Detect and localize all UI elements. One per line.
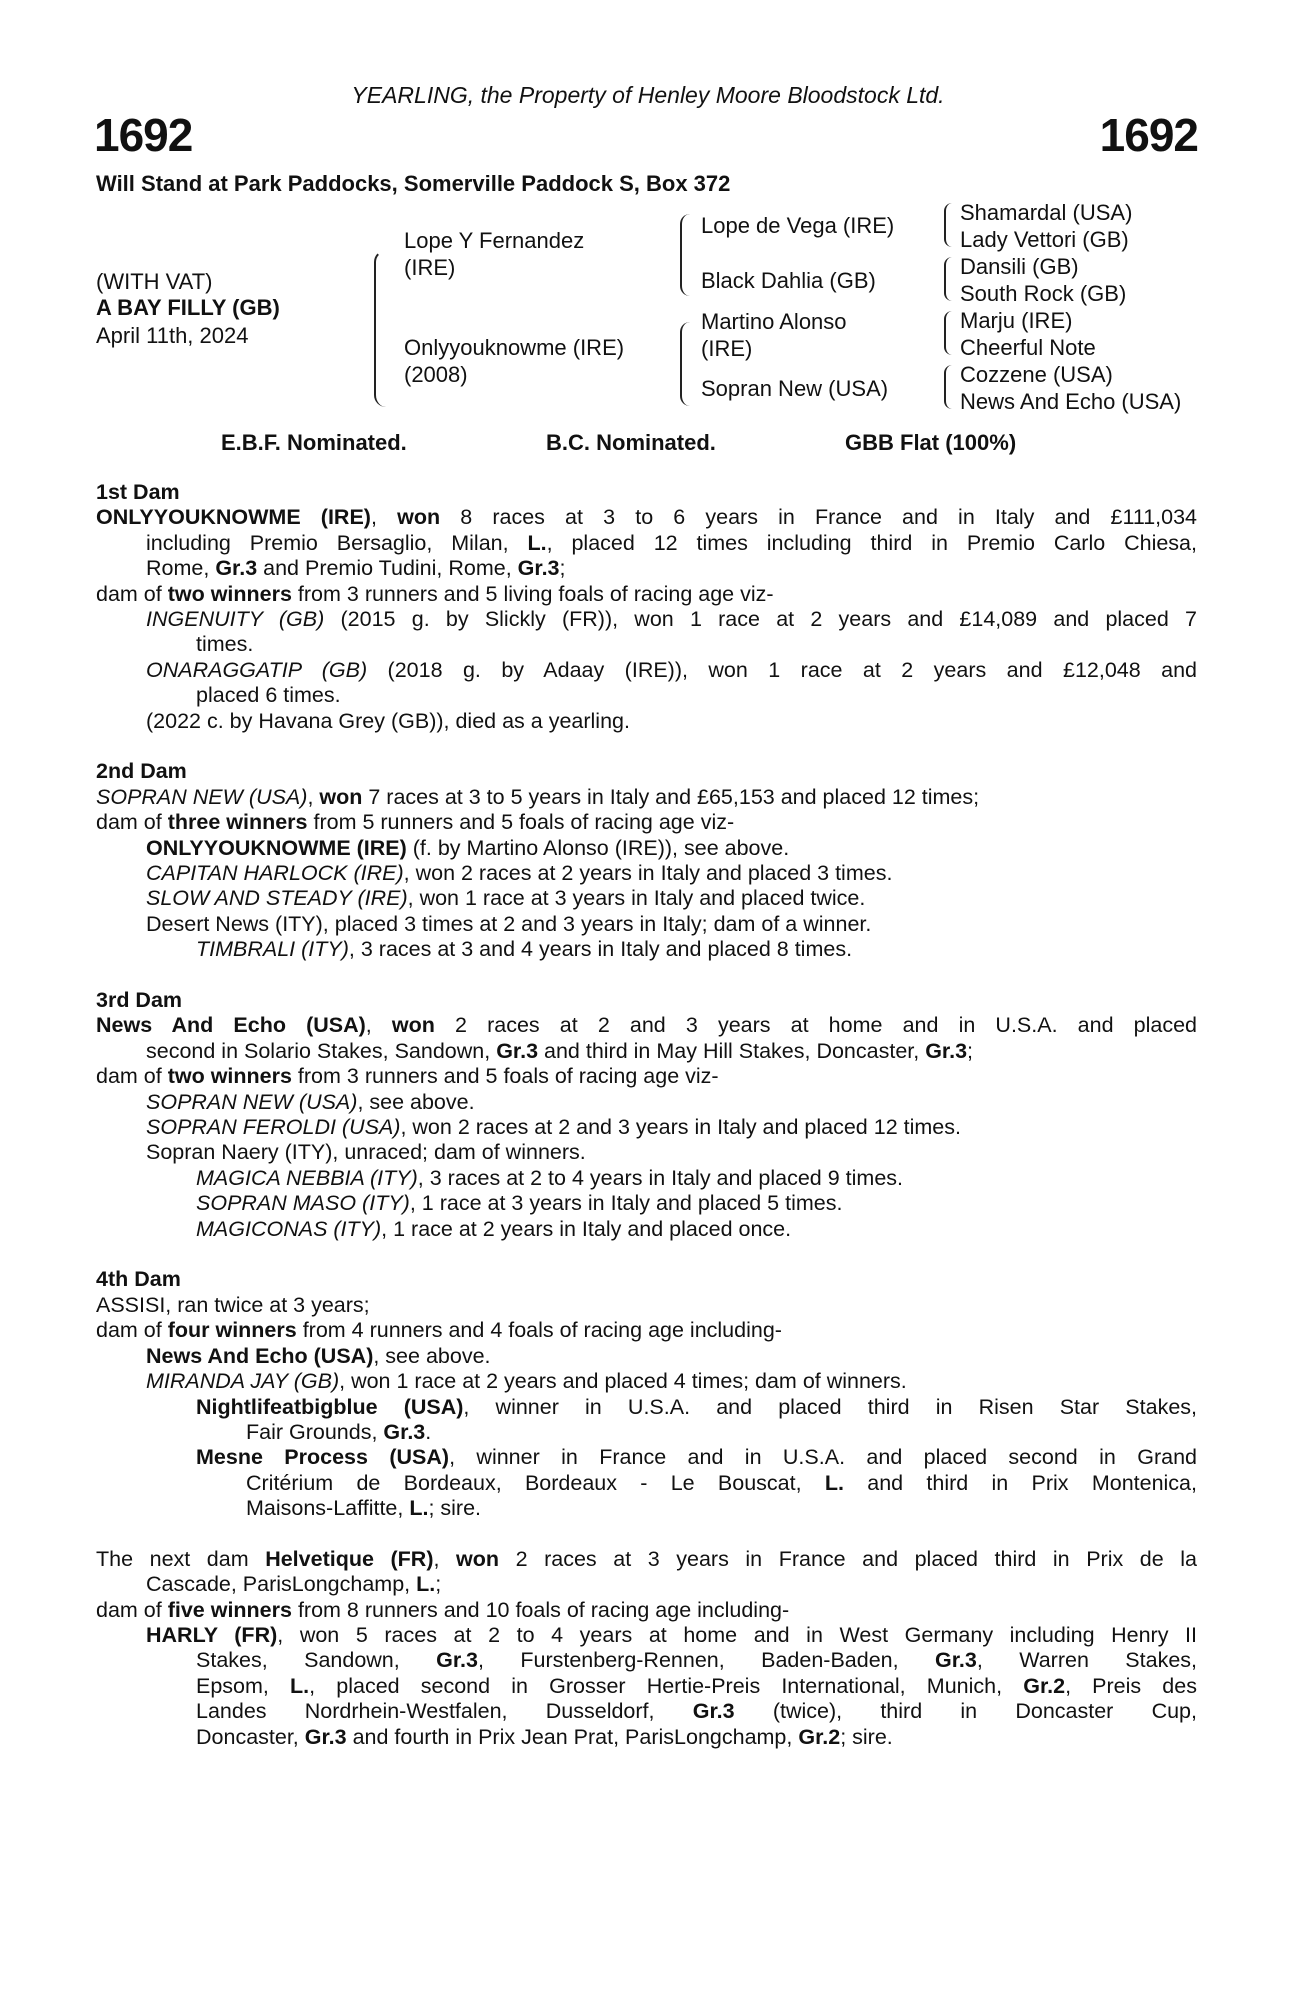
- text: dam of: [96, 581, 168, 606]
- record-line: [96, 785, 1197, 810]
- record-line: [96, 1395, 1197, 1420]
- bold-text: Gr.3: [383, 1419, 426, 1444]
- italic-text: SOPRAN MASO (ITY): [196, 1191, 410, 1216]
- bold-text: ONLYYOUKNOWME (IRE): [96, 505, 371, 530]
- bold-text: three winners: [167, 810, 308, 835]
- text: (f. by Martino Alonso (IRE)), see above.: [406, 835, 790, 860]
- text: , 3 races at 3 and 4 years in Italy and placed 8 times.: [348, 937, 853, 962]
- gen3-brace: [944, 257, 953, 301]
- record-line: [96, 1293, 1197, 1318]
- record-line: [96, 1547, 1197, 1572]
- text: dam of: [96, 810, 168, 835]
- produce-record: [96, 709, 1197, 734]
- italic-text: INGENUITY (GB): [146, 607, 325, 631]
- produce-record: [96, 1395, 1197, 1446]
- produce-record: [96, 785, 1197, 810]
- text: dam of: [96, 1318, 168, 1343]
- bold-text: L.: [416, 1572, 436, 1597]
- dam-sire: [701, 308, 847, 362]
- section-heading: 2nd Dam: [96, 759, 187, 784]
- text: ;: [559, 556, 566, 581]
- lot-number-right: 1692: [1099, 109, 1198, 161]
- text: 7 races at 3 to 5 years in Italy and £65,153 and placed 12 times;: [362, 784, 980, 809]
- lot-number-left: 1692: [94, 109, 193, 161]
- record-line: [96, 683, 1197, 708]
- text: from 3 runners and 5 foals of racing age viz-: [291, 1064, 719, 1089]
- bold-text: L.: [824, 1470, 844, 1495]
- record-line: [96, 1191, 1197, 1216]
- text: ; sire.: [840, 1724, 893, 1749]
- text: ;: [967, 1038, 974, 1063]
- text: , Preis des: [1065, 1673, 1197, 1698]
- italic-text: CAPITAN HARLOCK (IRE): [146, 861, 404, 886]
- text: from 3 runners and 5 living foals of racing age viz-: [291, 581, 774, 606]
- produce-record: [96, 658, 1197, 709]
- record-line: [96, 1623, 1197, 1648]
- text: Desert News (ITY), placed 3 times at 2 and 3 years in Italy; dam of a winner.: [146, 911, 872, 936]
- bold-text: L.: [290, 1673, 310, 1698]
- dam-name: Onlyyouknowme (IRE): [404, 335, 625, 360]
- gen3-ancestor: South Rock (GB): [960, 281, 1127, 306]
- text: 8 races at 3 to 6 years in France and in Italy and £111,034: [440, 505, 1197, 530]
- produce-record: [96, 1293, 1197, 1318]
- text: Epsom,: [196, 1673, 291, 1698]
- produce-record: [96, 1064, 1197, 1089]
- text: ,: [307, 784, 320, 809]
- text: , Furstenberg-Rennen, Baden-Baden,: [477, 1648, 935, 1673]
- pedigree-brace: [374, 250, 386, 407]
- record-line: [96, 861, 1197, 886]
- italic-text: SOPRAN NEW (USA): [146, 1089, 358, 1114]
- italic-text: ONARAGGATIP (GB): [146, 657, 368, 682]
- produce-record: [96, 1369, 1197, 1394]
- bold-text: HARLY (FR): [146, 1623, 278, 1648]
- catalogue-title: YEARLING, the Property of Henley Moore Bloodstock Ltd.: [351, 82, 945, 108]
- text: Doncaster,: [196, 1724, 305, 1749]
- text: ,: [433, 1546, 457, 1571]
- record-line: [96, 505, 1197, 530]
- ebf-nomination: E.B.F. Nominated.: [221, 430, 407, 455]
- text: 2 races at 2 and 3 years at home and in U.S.A. and placed: [434, 1013, 1197, 1038]
- text: ,: [370, 505, 398, 530]
- text: Sopran Naery (ITY), unraced; dam of winners.: [146, 1140, 586, 1165]
- produce-record: [96, 1090, 1197, 1115]
- dam-section: [96, 1267, 1197, 1521]
- text: ,: [365, 1013, 392, 1038]
- bold-text: four winners: [167, 1318, 297, 1343]
- dam-section: [96, 988, 1197, 1242]
- record-line: [96, 632, 1197, 657]
- sire-country: (IRE): [404, 255, 456, 280]
- sire-sire: Lope de Vega (IRE): [701, 213, 895, 238]
- dam-line-brace: [680, 322, 690, 406]
- italic-text: MAGICONAS (ITY): [196, 1216, 382, 1241]
- italic-text: SLOW AND STEADY (IRE): [146, 886, 408, 911]
- bold-text: five winners: [167, 1597, 292, 1622]
- text: and fourth in Prix Jean Prat, ParisLongchamp,: [346, 1724, 799, 1749]
- record-line: [96, 1445, 1197, 1470]
- bold-text: Gr.3: [935, 1648, 977, 1673]
- gen3-ancestor: Cozzene (USA): [960, 362, 1113, 387]
- dam: [404, 334, 624, 388]
- italic-text: SOPRAN NEW (USA): [96, 784, 308, 809]
- text: , winner in U.S.A. and placed third in Risen Star Stakes,: [463, 1394, 1197, 1419]
- produce-record: [96, 1598, 1197, 1623]
- sire: [404, 227, 584, 281]
- text: from 8 runners and 10 foals of racing age including-: [291, 1597, 790, 1622]
- produce-record: [96, 886, 1197, 911]
- bold-text: L.: [409, 1496, 429, 1521]
- sire-dam: Black Dahlia (GB): [701, 268, 876, 293]
- stabling-location: Will Stand at Park Paddocks, Somerville Paddock S, Box 372: [96, 171, 731, 196]
- text: , placed 12 times including third in Premio Carlo Chiesa,: [546, 530, 1197, 555]
- record-line: [96, 1140, 1197, 1165]
- text: ;: [435, 1572, 442, 1597]
- text: ASSISI, ran twice at 3 years;: [96, 1292, 370, 1317]
- italic-text: TIMBRALI (ITY): [196, 937, 349, 962]
- text: , won 2 races at 2 years in Italy and placed 3 times.: [403, 861, 893, 886]
- record-line: [96, 709, 1197, 734]
- sire-name: Lope Y Fernandez: [404, 228, 585, 253]
- text: , Warren Stakes,: [976, 1648, 1197, 1673]
- produce-record: [96, 1166, 1197, 1191]
- produce-record: [96, 607, 1197, 658]
- gbb-flat: GBB Flat (100%): [845, 430, 1017, 455]
- text: and third in Prix Montenica,: [843, 1470, 1197, 1495]
- record-line: [96, 1369, 1197, 1394]
- record-line: [96, 1674, 1197, 1699]
- text: , won 1 race at 2 years and placed 4 times; dam of winners.: [339, 1369, 907, 1394]
- bold-text: Mesne Process (USA): [196, 1445, 450, 1470]
- bold-text: ONLYYOUKNOWME (IRE): [146, 835, 407, 860]
- produce-record: [96, 1445, 1197, 1521]
- bold-text: Gr.3: [304, 1724, 347, 1749]
- bold-text: two winners: [167, 1064, 292, 1089]
- horse-name: A BAY FILLY (GB): [96, 295, 280, 320]
- record-line: [96, 607, 1197, 632]
- text: , placed second in Grosser Hertie-Preis International, Munich,: [309, 1673, 1024, 1698]
- gen3-brace: [944, 365, 953, 409]
- text: including Premio Bersaglio, Milan,: [146, 530, 528, 555]
- dam-year: (2008): [404, 362, 468, 387]
- sire-line-brace: [680, 214, 690, 296]
- record-line: [96, 1344, 1197, 1369]
- record-line: [96, 1471, 1197, 1496]
- text: , 1 race at 2 years in Italy and placed once.: [381, 1216, 792, 1241]
- produce-record: [96, 582, 1197, 607]
- text: Fair Grounds,: [246, 1419, 384, 1444]
- text: Rome,: [146, 556, 216, 581]
- text: and third in May Hill Stakes, Doncaster,: [538, 1038, 926, 1063]
- produce-record: [96, 1191, 1197, 1216]
- text: The next dam: [96, 1546, 266, 1571]
- text: (2018 g. by Adaay (IRE)), won 1 race at 2 years and £12,048 and: [367, 657, 1197, 682]
- text: , see above.: [373, 1343, 491, 1368]
- text: and Premio Tudini, Rome,: [257, 556, 518, 581]
- record-line: [96, 912, 1197, 937]
- record-line: [96, 937, 1197, 962]
- text: ; sire.: [428, 1496, 482, 1521]
- text: , 3 races at 2 to 4 years in Italy and placed 9 times.: [417, 1165, 903, 1190]
- text: , winner in France and in U.S.A. and placed second in Grand: [449, 1445, 1197, 1470]
- text: (2015 g. by Slickly (FR)), won 1 race at 2 years and £14,089 and placed 7: [324, 607, 1197, 631]
- gen3-brace: [944, 311, 953, 355]
- text: Landes Nordrhein-Westfalen, Dusseldorf,: [196, 1699, 693, 1724]
- record-line: [96, 556, 1197, 581]
- dam-sire-country: (IRE): [701, 336, 753, 361]
- text: Stakes, Sandown,: [196, 1648, 437, 1673]
- bold-text: Gr.3: [692, 1699, 735, 1724]
- bold-text: Helvetique (FR): [265, 1546, 434, 1571]
- bold-text: Gr.3: [215, 556, 258, 581]
- bold-text: won: [391, 1013, 435, 1038]
- record-line: [96, 1115, 1197, 1140]
- record-line: [96, 1013, 1197, 1038]
- text: dam of: [96, 1064, 168, 1089]
- text: Cascade, ParisLongchamp,: [146, 1572, 417, 1597]
- dam-section: [96, 480, 1197, 734]
- dam-dam: Sopran New (USA): [701, 376, 889, 401]
- foaling-date: April 11th, 2024: [96, 323, 249, 348]
- bold-text: Gr.2: [798, 1724, 841, 1749]
- bold-text: won: [397, 505, 441, 530]
- bold-text: won: [319, 784, 363, 809]
- bold-text: News And Echo (USA): [146, 1343, 374, 1368]
- produce-record: [96, 912, 1197, 937]
- gen3-ancestor: Shamardal (USA): [960, 200, 1133, 225]
- produce-record: [96, 937, 1197, 962]
- gen3-brace: [944, 203, 953, 247]
- text: , won 1 race at 3 years in Italy and placed twice.: [407, 886, 866, 911]
- produce-record: [96, 1013, 1197, 1064]
- produce-record: [96, 1344, 1197, 1369]
- dam-sire-name: Martino Alonso: [701, 309, 847, 334]
- record-line: [96, 1420, 1197, 1445]
- section-heading: 3rd Dam: [96, 988, 183, 1013]
- text: times.: [196, 632, 254, 657]
- produce-record: [96, 836, 1197, 861]
- dam-lines: [96, 480, 1197, 1775]
- bold-text: Gr.3: [925, 1038, 968, 1063]
- record-line: [96, 531, 1197, 556]
- bold-text: L.: [527, 530, 547, 555]
- bc-nomination: B.C. Nominated.: [546, 430, 716, 455]
- gen3-ancestor: News And Echo (USA): [960, 389, 1182, 414]
- text: , 1 race at 3 years in Italy and placed 5 times.: [409, 1191, 843, 1216]
- record-line: [96, 1166, 1197, 1191]
- record-line: [96, 886, 1197, 911]
- record-line: [96, 810, 1197, 835]
- gen3-ancestor: Marju (IRE): [960, 308, 1073, 333]
- record-line: [96, 1725, 1197, 1750]
- gen3-ancestor: Cheerful Note: [960, 335, 1096, 360]
- text: (2022 c. by Havana Grey (GB)), died as a yearling.: [146, 708, 630, 733]
- text: , won 5 races at 2 to 4 years at home and in West Germany including Henry II: [277, 1623, 1197, 1648]
- bold-text: won: [456, 1546, 500, 1571]
- record-line: [96, 658, 1197, 683]
- produce-record: [96, 1318, 1197, 1343]
- record-line: [96, 1090, 1197, 1115]
- text: (twice), third in Doncaster Cup,: [734, 1699, 1197, 1724]
- produce-record: [96, 810, 1197, 835]
- vat-note: (WITH VAT): [96, 269, 213, 294]
- record-line: [96, 836, 1197, 861]
- produce-record: [96, 1140, 1197, 1165]
- record-line: [96, 1648, 1197, 1673]
- produce-record: [96, 1115, 1197, 1140]
- text: dam of: [96, 1597, 168, 1622]
- bold-text: Gr.3: [496, 1038, 539, 1063]
- section-heading: 1st Dam: [96, 480, 180, 504]
- bold-text: Gr.2: [1023, 1673, 1066, 1698]
- bold-text: News And Echo (USA): [96, 1013, 366, 1038]
- produce-record: [96, 1547, 1197, 1598]
- bold-text: Nightlifeatbigblue (USA): [196, 1394, 464, 1419]
- dam-section: [96, 1547, 1197, 1750]
- section-heading: 4th Dam: [96, 1267, 181, 1292]
- record-line: [96, 1572, 1197, 1597]
- text: , see above.: [357, 1089, 475, 1114]
- dam-section: [96, 759, 1197, 962]
- text: from 4 runners and 4 foals of racing age including-: [296, 1318, 782, 1343]
- produce-record: [96, 1217, 1197, 1242]
- bold-text: two winners: [167, 581, 292, 606]
- record-line: [96, 1699, 1197, 1724]
- bold-text: Gr.3: [436, 1648, 478, 1673]
- italic-text: MIRANDA JAY (GB): [146, 1369, 340, 1394]
- produce-record: [96, 861, 1197, 886]
- record-line: [96, 1318, 1197, 1343]
- produce-record: [96, 505, 1197, 581]
- text: Critérium de Bordeaux, Bordeaux - Le Bouscat,: [246, 1470, 825, 1495]
- record-line: [96, 582, 1197, 607]
- italic-text: SOPRAN FEROLDI (USA): [146, 1115, 401, 1140]
- text: Maisons-Laffitte,: [246, 1496, 410, 1521]
- text: , won 2 races at 2 and 3 years in Italy and placed 12 times.: [400, 1115, 961, 1140]
- record-line: [96, 1598, 1197, 1623]
- text: second in Solario Stakes, Sandown,: [146, 1038, 497, 1063]
- produce-record: [96, 1623, 1197, 1750]
- text: 2 races at 3 years in France and placed third in Prix de la: [499, 1546, 1197, 1571]
- record-line: [96, 1217, 1197, 1242]
- gen3-ancestor: Dansili (GB): [960, 254, 1079, 279]
- text: .: [425, 1419, 432, 1444]
- record-line: [96, 1496, 1197, 1521]
- record-line: [96, 1064, 1197, 1089]
- record-line: [96, 1039, 1197, 1064]
- gen3-ancestor: Lady Vettori (GB): [960, 227, 1129, 252]
- text: placed 6 times.: [196, 683, 341, 708]
- bold-text: Gr.3: [517, 556, 560, 581]
- italic-text: MAGICA NEBBIA (ITY): [196, 1165, 418, 1190]
- text: from 5 runners and 5 foals of racing age viz-: [307, 810, 735, 835]
